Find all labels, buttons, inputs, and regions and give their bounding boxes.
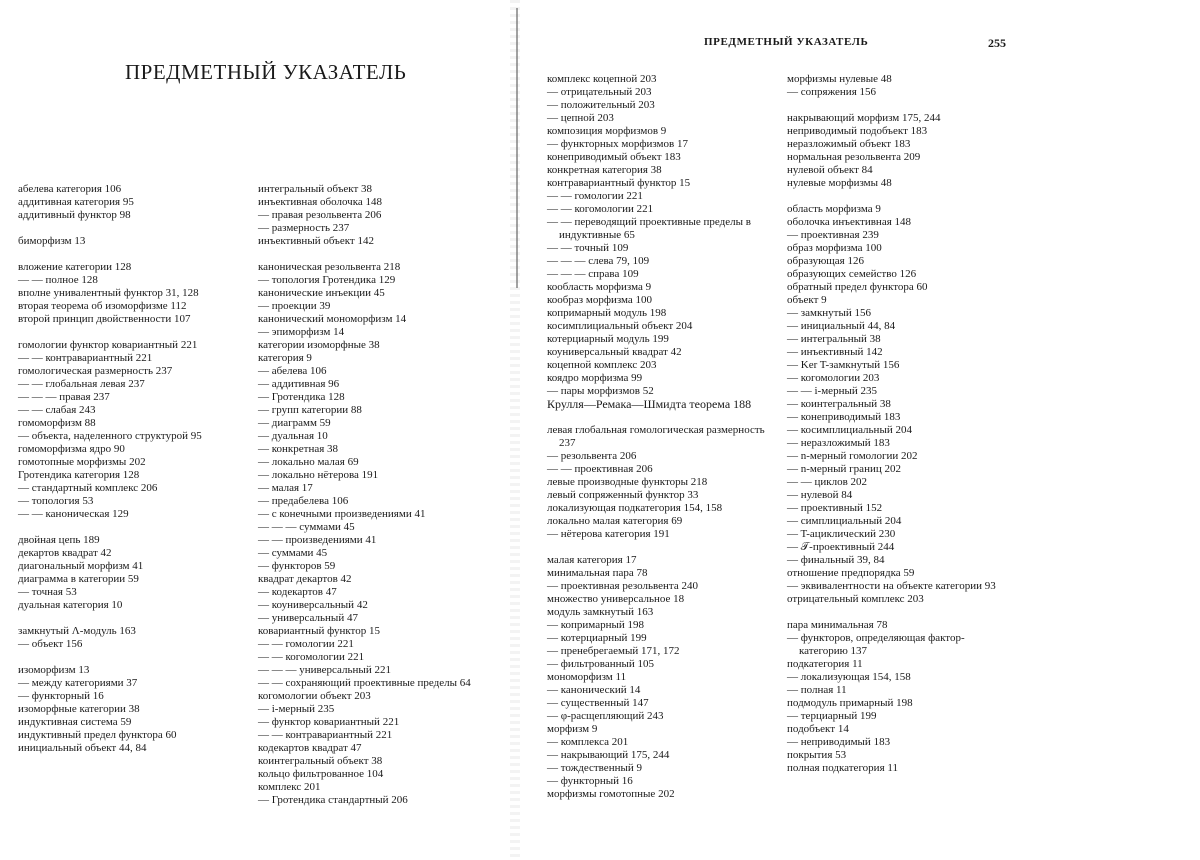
index-entry: двойная цепь 189 <box>18 534 100 546</box>
index-entry: — цепной 203 <box>547 112 614 124</box>
index-entry: — котерциарный 199 <box>547 632 647 644</box>
index-entry: область морфизма 9 <box>787 203 881 215</box>
index-entry: образующая 126 <box>787 255 864 267</box>
index-entry: отрицательный комплекс 203 <box>787 593 924 605</box>
index-entry: — объекта, наделенного структурой 95 <box>18 430 202 442</box>
index-entry: — кодекартов 47 <box>258 586 337 598</box>
index-entry: — n-мерный гомологии 202 <box>787 450 918 462</box>
index-entry: — абелева 106 <box>258 365 327 377</box>
index-entry: Гротендика категория 128 <box>18 469 140 481</box>
index-entry: полная подкатегория 11 <box>787 762 898 774</box>
index-entry: — Гротендика 128 <box>258 391 345 403</box>
index-entry: — универсальный 47 <box>258 612 358 624</box>
index-entry: морфизмы гомотопные 202 <box>547 788 675 800</box>
index-entry: — накрывающий 175, 244 <box>547 749 670 761</box>
index-entry: канонический мономорфизм 14 <box>258 313 407 325</box>
index-entry: — финальный 39, 84 <box>787 554 885 566</box>
index-letter-group <box>258 183 508 248</box>
index-entry: — дуальная 10 <box>258 430 328 442</box>
index-entry: инициальный объект 44, 84 <box>18 742 147 754</box>
index-entry: подмодуль примарный 198 <box>787 697 913 709</box>
index-entry: коядро морфизма 99 <box>547 372 643 384</box>
index-entry: — полная 11 <box>787 684 847 696</box>
index-entry: — — контравариантный 221 <box>18 352 153 364</box>
index-entry: — функторный 16 <box>18 690 104 702</box>
index-entry: — — глобальная левая 237 <box>18 378 145 390</box>
gutter-shadow <box>516 8 518 288</box>
index-entry: инъективный объект 142 <box>258 235 374 247</box>
index-entry: — — каноническая 129 <box>18 508 129 520</box>
index-entry: интегральный объект 38 <box>258 183 373 195</box>
index-entry: абелева категория 106 <box>18 183 122 195</box>
index-letter-group <box>547 554 779 801</box>
index-entry: косимплициальный объект 204 <box>547 320 693 332</box>
index-letter-group <box>18 339 248 521</box>
index-entry: нулевой объект 84 <box>787 164 873 176</box>
index-entry: композиция морфизмов 9 <box>547 125 667 137</box>
index-entry: — положительный 203 <box>547 99 655 111</box>
index-entry: — конкретная 38 <box>258 443 339 455</box>
index-entry: — — сохраняющий проективные пределы 64 <box>258 677 471 689</box>
index-entry: — суммами 45 <box>258 547 328 559</box>
index-entry: — проективный 152 <box>787 502 883 514</box>
index-entry: — — — суммами 45 <box>258 521 355 533</box>
index-entry: — тождественный 9 <box>547 762 642 774</box>
index-entry: покрытия 53 <box>787 749 847 761</box>
index-entry: — φ-расщепляющий 243 <box>547 710 664 722</box>
index-letter-group <box>547 73 779 411</box>
index-entry: — неприводимый 183 <box>787 736 891 748</box>
index-entry: пара минимальная 78 <box>787 619 888 631</box>
index-entry: оболочка инъективная 148 <box>787 216 912 228</box>
index-entry: морфизм 9 <box>547 723 598 735</box>
index-entry: — пары морфизмов 52 <box>547 385 654 397</box>
index-entry: квадрат декартов 42 <box>258 573 352 585</box>
index-letter-group <box>787 619 1010 775</box>
index-entry: — — проективная 206 <box>547 463 653 475</box>
index-entry: — объект 156 <box>18 638 83 650</box>
index-letter-group <box>18 261 248 326</box>
index-entry: — стандартный комплекс 206 <box>18 482 158 494</box>
index-entry: — резольвента 206 <box>547 450 637 462</box>
index-entry: — — гомологии 221 <box>258 638 354 650</box>
index-entry: коинтегральный объект 38 <box>258 755 383 767</box>
running-head: ПРЕДМЕТНЫЙ УКАЗАТЕЛЬ <box>704 36 869 48</box>
index-entry: категории изоморфные 38 <box>258 339 380 351</box>
index-letter-group <box>547 424 779 541</box>
index-entry: конкретная категория 38 <box>547 164 662 176</box>
index-entry: — неразложимый 183 <box>787 437 890 449</box>
index-entry: конеприводимый объект 183 <box>547 151 681 163</box>
left-page <box>0 0 510 860</box>
index-entry: инъективная оболочка 148 <box>258 196 383 208</box>
index-entry: морфизмы нулевые 48 <box>787 73 892 85</box>
index-entry: — диаграмм 59 <box>258 417 331 429</box>
index-entry: индуктивная система 59 <box>18 716 132 728</box>
index-entry: гомотопные морфизмы 202 <box>18 456 146 468</box>
index-entry: — локально нётерова 191 <box>258 469 379 481</box>
index-entry: — функторных морфизмов 17 <box>547 138 688 150</box>
index-entry: обратный предел функтора 60 <box>787 281 928 293</box>
index-entry: — — переводящий проективные пределы в индуктивные 65 <box>547 216 751 241</box>
index-entry: — конеприводимый 183 <box>787 411 901 423</box>
index-entry: вложение категории 128 <box>18 261 132 273</box>
index-entry: подкатегория 11 <box>787 658 863 670</box>
index-entry: — замкнутый 156 <box>787 307 872 319</box>
index-entry: — — циклов 202 <box>787 476 868 488</box>
index-entry: — коуниверсальный 42 <box>258 599 368 611</box>
index-entry: — — точный 109 <box>547 242 629 254</box>
index-entry: кообраз морфизма 100 <box>547 294 653 306</box>
index-entry: биморфизм 13 <box>18 235 86 247</box>
index-entry: — косимплициальный 204 <box>787 424 912 436</box>
index-entry: — — — правая 237 <box>18 391 110 403</box>
index-entry: — комплекса 201 <box>547 736 629 748</box>
index-entry: — сопряжения 156 <box>787 86 876 98</box>
index-entry: второй принцип двойственности 107 <box>18 313 191 325</box>
index-entry: — функторный 16 <box>547 775 633 787</box>
index-entry: — локально малая 69 <box>258 456 359 468</box>
index-entry: малая категория 17 <box>547 554 637 566</box>
index-entry: — симплициальный 204 <box>787 515 902 527</box>
index-entry: множество универсальное 18 <box>547 593 685 605</box>
index-entry: комплекс 201 <box>258 781 321 793</box>
index-entry: — когомологии 203 <box>787 372 880 384</box>
index-entry: левый сопряженный функтор 33 <box>547 489 699 501</box>
index-letter-group <box>787 112 1010 190</box>
index-entry: кольцо фильтрованное 104 <box>258 768 384 780</box>
book-gutter <box>510 0 520 860</box>
index-entry: гомологии функтор ковариантный 221 <box>18 339 198 351</box>
index-entry: аддитивная категория 95 <box>18 196 134 208</box>
index-entry: когомологии объект 203 <box>258 690 371 702</box>
index-entry: — — произведениями 41 <box>258 534 377 546</box>
index-entry: — топология 53 <box>18 495 94 507</box>
index-entry: аддитивный функтор 98 <box>18 209 131 221</box>
index-entry: котерциарный модуль 199 <box>547 333 669 345</box>
index-entry: нулевые морфизмы 48 <box>787 177 892 189</box>
right-page <box>520 0 1200 860</box>
index-entry: неприводимый подобъект 183 <box>787 125 928 137</box>
index-entry: отношение предпорядка 59 <box>787 567 915 579</box>
index-entry: — аддитивная 96 <box>258 378 340 390</box>
index-entry: — нётерова категория 191 <box>547 528 670 540</box>
index-entry: — — когомологии 221 <box>547 203 654 215</box>
index-entry: коуниверсальный квадрат 42 <box>547 346 682 358</box>
index-entry: контравариантный функтор 15 <box>547 177 691 189</box>
index-entry: вторая теорема об изоморфизме 112 <box>18 300 187 312</box>
index-entry: неразложимый объект 183 <box>787 138 911 150</box>
index-entry: вполне унивалентный функтор 31, 128 <box>18 287 199 299</box>
index-entry: — терциарный 199 <box>787 710 877 722</box>
index-entry: образующих семейство 126 <box>787 268 917 280</box>
index-entry: изоморфизм 13 <box>18 664 90 676</box>
index-entry: — инициальный 44, 84 <box>787 320 896 332</box>
index-entry: категория 9 <box>258 352 312 364</box>
right-page-column-1 <box>547 73 779 801</box>
index-entry: ковариантный функтор 15 <box>258 625 380 637</box>
index-entry: — — — слева 79, 109 <box>547 255 650 267</box>
index-entry: — эпиморфизм 14 <box>258 326 345 338</box>
index-entry: индуктивный предел функтора 60 <box>18 729 177 741</box>
index-entry: копримарный модуль 198 <box>547 307 667 319</box>
index-entry: — между категориями 37 <box>18 677 138 689</box>
index-entry: мономорфизм 11 <box>547 671 627 683</box>
index-entry: кодекартов квадрат 47 <box>258 742 362 754</box>
index-letter-group <box>18 625 248 651</box>
index-entry: — существенный 147 <box>547 697 649 709</box>
index-entry: — Ker T-замкнутый 156 <box>787 359 900 371</box>
right-page-column-2 <box>787 73 1010 775</box>
index-entry: — — і-мерный 235 <box>787 385 877 397</box>
index-entry: — функторов 59 <box>258 560 336 572</box>
index-entry: диаграмма в категории 59 <box>18 573 139 585</box>
index-entry: — — — универсальный 221 <box>258 664 391 676</box>
index-entry: локально малая категория 69 <box>547 515 683 527</box>
page-title: ПРЕДМЕТНЫЙ УКАЗАТЕЛЬ <box>125 60 407 84</box>
index-entry: каноническая резольвента 218 <box>258 261 401 273</box>
index-entry: левая глобальная гомологическая размерность 237 <box>547 424 765 449</box>
index-entry: изоморфные категории 38 <box>18 703 140 715</box>
index-entry: — канонический 14 <box>547 684 641 696</box>
index-entry: — n-мерный границ 202 <box>787 463 901 475</box>
index-entry: — — слабая 243 <box>18 404 96 416</box>
index-entry: минимальная пара 78 <box>547 567 648 579</box>
index-entry: — точная 53 <box>18 586 77 598</box>
index-entry: комплекс коцепной 203 <box>547 73 657 85</box>
index-entry: — отрицательный 203 <box>547 86 652 98</box>
index-entry: — фильтрованный 105 <box>547 658 655 670</box>
index-entry: — проекции 39 <box>258 300 331 312</box>
index-entry: декартов квадрат 42 <box>18 547 112 559</box>
index-entry: локализующая подкатегория 154, 158 <box>547 502 723 514</box>
index-entry: подобъект 14 <box>787 723 849 735</box>
index-entry: — — полное 128 <box>18 274 98 286</box>
index-entry: канонические инъекции 45 <box>258 287 385 299</box>
index-entry: — предабелева 106 <box>258 495 349 507</box>
index-entry: — 𝒯-проективный 244 <box>787 541 895 553</box>
index-entry: — T-ациклический 230 <box>787 528 896 540</box>
index-entry: — функторов, определяющая фактор-категорию 137 <box>787 632 965 657</box>
index-entry: — копримарный 198 <box>547 619 644 631</box>
index-entry: — топология Гротендика 129 <box>258 274 396 286</box>
index-entry: накрывающий морфизм 175, 244 <box>787 112 941 124</box>
index-letter-group <box>787 203 1010 606</box>
index-entry: дуальная категория 10 <box>18 599 123 611</box>
index-entry: коцепной комплекс 203 <box>547 359 657 371</box>
index-entry: — і-мерный 235 <box>258 703 335 715</box>
index-entry: — пренебрегаемый 171, 172 <box>547 645 680 657</box>
index-entry: — — — справа 109 <box>547 268 639 280</box>
index-letter-group <box>18 183 248 222</box>
index-entry: — малая 17 <box>258 482 313 494</box>
index-entry: — функтор ковариантный 221 <box>258 716 400 728</box>
index-entry: — — гомологии 221 <box>547 190 643 202</box>
index-entry: замкнутый Λ-модуль 163 <box>18 625 136 637</box>
index-entry: нормальная резольвента 209 <box>787 151 921 163</box>
index-entry: — проективная 239 <box>787 229 879 241</box>
index-entry: — инъективный 142 <box>787 346 883 358</box>
index-entry: гомоморфизма ядро 90 <box>18 443 125 455</box>
left-page-column-1 <box>18 183 248 755</box>
index-entry: гомологическая размерность 237 <box>18 365 173 377</box>
index-entry: — локализующая 154, 158 <box>787 671 911 683</box>
index-letter-group <box>258 261 508 807</box>
index-entry: — Гротендика стандартный 206 <box>258 794 408 806</box>
index-entry: — нулевой 84 <box>787 489 853 501</box>
index-entry: — правая резольвента 206 <box>258 209 382 221</box>
index-entry: модуль замкнутый 163 <box>547 606 654 618</box>
page-number: 255 <box>988 36 1006 50</box>
index-entry: диагональный морфизм 41 <box>18 560 144 572</box>
index-entry: — групп категории 88 <box>258 404 362 416</box>
index-entry: левые производные функторы 218 <box>547 476 708 488</box>
index-entry: образ морфизма 100 <box>787 242 882 254</box>
index-entry: — проективная резольвента 240 <box>547 580 698 592</box>
index-entry: объект 9 <box>787 294 827 306</box>
index-entry: кообласть морфизма 9 <box>547 281 652 293</box>
index-entry: — с конечными произведениями 41 <box>258 508 426 520</box>
index-letter-group <box>18 664 248 755</box>
left-page-column-2 <box>258 183 508 807</box>
index-letter-group <box>787 73 1010 99</box>
index-entry: — размерность 237 <box>258 222 350 234</box>
index-entry: гомоморфизм 88 <box>18 417 96 429</box>
index-entry: — коинтегральный 38 <box>787 398 891 410</box>
index-entry: Крулля—Ремака—Шмидта теорема 188 <box>547 397 752 411</box>
index-letter-group <box>18 235 248 248</box>
index-entry: — интегральный 38 <box>787 333 881 345</box>
index-entry: — эквивалентности на объекте категории 93 <box>787 580 996 592</box>
index-entry: — — контравариантный 221 <box>258 729 393 741</box>
index-entry: — — когомологии 221 <box>258 651 365 663</box>
index-letter-group <box>18 534 248 612</box>
